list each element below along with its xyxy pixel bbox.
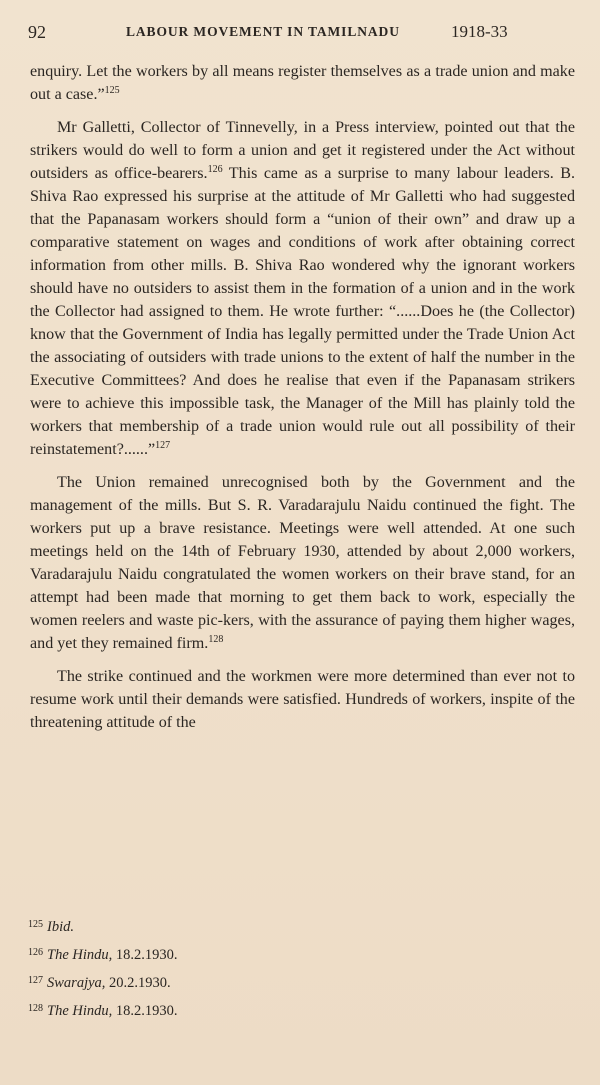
paragraph-union: [30, 471, 575, 655]
footnote-number: 128: [28, 1003, 43, 1014]
paragraph-strike: [30, 665, 575, 734]
footnote-source: The Hindu,: [47, 947, 113, 963]
footnote-number: 126: [28, 947, 43, 958]
page-number: 92: [28, 22, 46, 42]
paragraph-text: The Union remained unrecognised both by the Government and the management of the mills. But S. R. Varadarajulu Naidu continued the fight. The workers put up a brave resistance. Meetings were well attended. At one such meetings held on the 14th of February 1930, attended by about 2,000 workers, Varadarajulu Naidu congratulated the women workers on their brave stand, for an attempt had been made that morning to get them back to work, especially the women reelers and waste pic-kers, with the assurance of paying them higher wages, and yet they remained firm.: [30, 474, 575, 652]
footnotes: [28, 912, 568, 1024]
running-head-years: 1918-33: [451, 22, 508, 41]
footnote-number: 127: [28, 975, 43, 986]
paragraph-text: enquiry. Let the workers by all means register themselves as a trade union and make out a case.”: [30, 63, 575, 103]
footnote-source: Ibid.: [47, 919, 74, 935]
footnote-125: [28, 912, 568, 940]
footnote-reference: 125: [104, 85, 120, 96]
footnote-date: 18.2.1930.: [112, 947, 178, 963]
body-text: [30, 60, 575, 734]
paragraph-galletti: [30, 116, 575, 461]
running-head: [28, 22, 572, 46]
footnote-127: [28, 968, 568, 996]
footnote-128: [28, 996, 568, 1024]
running-head-title: LABOUR MOVEMENT IN TAMILNADU: [126, 24, 400, 39]
footnote-126: [28, 940, 568, 968]
footnote-number: 125: [28, 919, 43, 930]
paragraph-continuation: [30, 60, 575, 106]
footnote-reference: 127: [155, 440, 171, 451]
paragraph-text-continued: This came as a surprise to many labour leaders. B. Shiva Rao expressed his surprise at the attitude of Mr Galletti who had suggested that the Papanasam workers should form a “union of their own” and draw up a comparative statement on wages and conditions of work after obtaining correct information from other mills. B. Shiva Rao wondered why the ignorant workers should have no outsiders to assist them in the formation of a union and in the work the Collector had assigned to them. He wrote further: “......Does he (the Collector) know that the Government of India has legally permitted under the Trade Union Act the associating of outsiders with trade unions to the extent of half the number in the Executive Committees? And does he realise that even if the Papanasam strikers were to achieve this impossible task, the Manager of the Mill has plainly told the workers that membership of a trade union would rule out all possibility of their reinstatement?......”: [30, 165, 575, 458]
footnote-date: 18.2.1930.: [112, 1003, 178, 1019]
footnote-reference: 128: [208, 634, 224, 645]
footnote-reference: 126: [207, 164, 223, 175]
footnote-source: The Hindu,: [47, 1003, 113, 1019]
footnote-source: Swarajya,: [47, 975, 106, 991]
footnote-date: 20.2.1930.: [105, 975, 171, 991]
paragraph-text: Mr Galletti, Collector of Tinnevelly, in a Press interview, pointed out that the strikers would do well to form a union and get it registered under the Act without outsiders as office-bearers.: [30, 119, 575, 182]
paragraph-text: The strike continued and the workmen were more determined than ever not to resume work until their demands were satisfied. Hundreds of workers, inspite of the threatening attitude of the: [30, 668, 575, 731]
